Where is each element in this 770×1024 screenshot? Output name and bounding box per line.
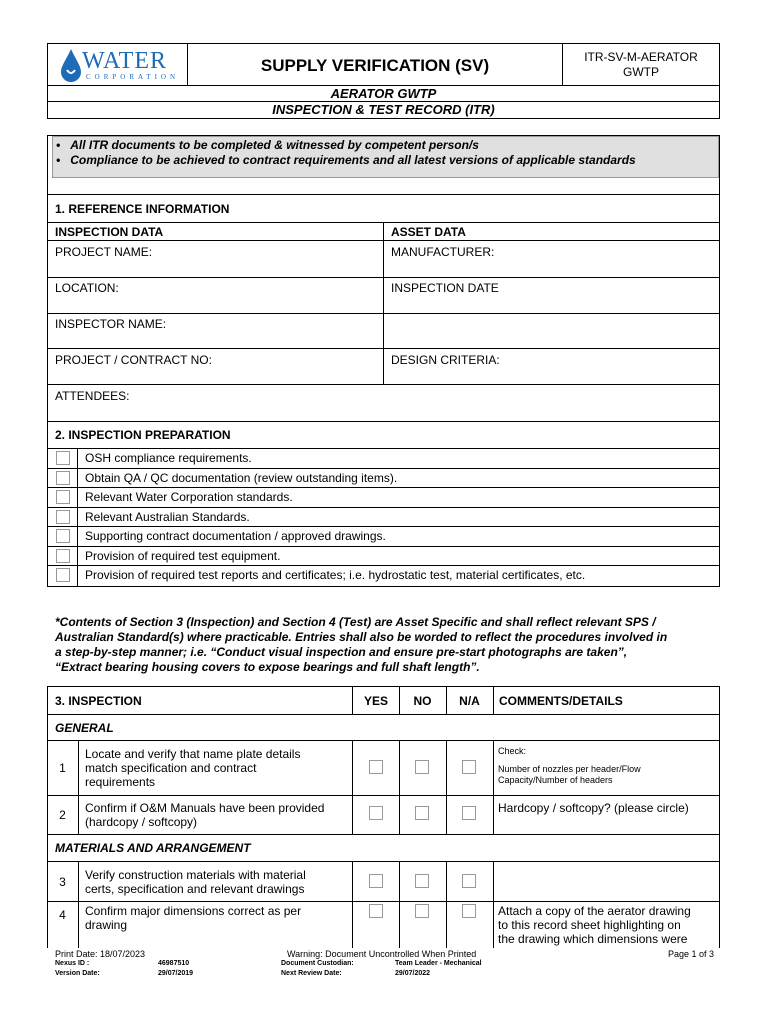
col-comments-header: COMMENTS/DETAILS xyxy=(499,694,623,708)
divider xyxy=(47,861,720,862)
row-comment-line: Attach a copy of the aerator drawing xyxy=(498,904,691,918)
note-item: • All ITR documents to be completed & witnessed by competent person/s xyxy=(56,138,479,152)
yes-checkbox[interactable] xyxy=(369,904,383,918)
row-comment-line: the drawing which dimensions were xyxy=(498,932,688,946)
prep-item-label: Relevant Water Corporation standards. xyxy=(85,490,293,504)
prep-checkbox[interactable] xyxy=(56,510,70,524)
column-divider xyxy=(493,686,494,714)
row-desc-line: Confirm major dimensions correct as per xyxy=(85,904,302,918)
contents-note-line1: *Contents of Section 3 (Inspection) and Section 4 (Test) are Asset Specific and shall reflect relevant SPS / xyxy=(55,615,656,629)
row-number: 2 xyxy=(59,808,66,822)
preparation-heading: 2. INSPECTION PREPARATION xyxy=(55,428,231,442)
divider xyxy=(47,468,720,469)
column-divider xyxy=(446,861,447,948)
inspector-name-label: INSPECTOR NAME: xyxy=(55,317,167,331)
row-desc-line: Locate and verify that name plate details xyxy=(85,747,301,761)
no-checkbox[interactable] xyxy=(415,760,429,774)
row-comment-line: Hardcopy / softcopy? (please circle) xyxy=(498,801,689,815)
nexus-value: 46987510 xyxy=(158,960,190,967)
materials-subheading: MATERIALS AND ARRANGEMENT xyxy=(55,841,251,855)
na-checkbox[interactable] xyxy=(462,874,476,888)
column-divider xyxy=(446,686,447,714)
contents-note-line2: Australian Standard(s) where practicable. Entries shall also be worded to reflect the procedures involved in xyxy=(55,630,668,644)
prep-checkbox[interactable] xyxy=(56,529,70,543)
prep-checkbox[interactable] xyxy=(56,471,70,485)
divider xyxy=(47,448,720,449)
col-na-header: N/A xyxy=(459,694,480,708)
divider xyxy=(47,487,720,488)
column-divider xyxy=(352,740,353,834)
general-subheading: GENERAL xyxy=(55,721,114,735)
yes-checkbox[interactable] xyxy=(369,760,383,774)
yes-checkbox[interactable] xyxy=(369,806,383,820)
row-desc-line: Verify construction materials with material xyxy=(85,868,306,882)
version-label: Version Date: xyxy=(55,970,100,977)
review-value: 29/07/2022 xyxy=(395,970,431,977)
prep-item-label: Provision of required test reports and certificates; i.e. hydrostatic test, material certificates, etc. xyxy=(85,568,586,582)
page-title: SUPPLY VERIFICATION (SV) xyxy=(260,56,490,75)
reference-heading: 1. REFERENCE INFORMATION xyxy=(55,202,230,216)
no-checkbox[interactable] xyxy=(415,806,429,820)
water-drop-icon xyxy=(60,48,82,87)
row-comment-line: Capacity/Number of headers xyxy=(498,775,613,785)
attendees-label: ATTENDEES: xyxy=(55,389,130,403)
prep-item-label: Supporting contract documentation / approved drawings. xyxy=(85,529,386,543)
row-number: 1 xyxy=(59,761,66,775)
divider xyxy=(47,795,720,796)
prep-item-label: OSH compliance requirements. xyxy=(85,451,252,465)
no-checkbox[interactable] xyxy=(415,904,429,918)
column-divider xyxy=(399,686,400,714)
column-divider xyxy=(383,222,384,384)
doc-code-line1: ITR-SV-M-AERATOR xyxy=(584,50,698,64)
column-divider xyxy=(399,861,400,948)
row-desc-line: certs, specification and relevant drawings xyxy=(85,882,305,896)
na-checkbox[interactable] xyxy=(462,760,476,774)
divider xyxy=(47,565,720,566)
prep-checkbox[interactable] xyxy=(56,568,70,582)
col-yes-header: YES xyxy=(363,694,388,708)
custodian-label: Document Custodian: xyxy=(281,960,354,967)
column-divider xyxy=(78,740,79,834)
row-number: 4 xyxy=(59,908,66,922)
divider xyxy=(47,714,720,715)
row-number: 3 xyxy=(59,875,66,889)
uncontrolled-warning: Warning: Document Uncontrolled When Printed xyxy=(287,949,477,959)
asset-data-heading: ASSET DATA xyxy=(391,225,466,239)
logo-sub: CORPORATION xyxy=(86,73,180,81)
divider xyxy=(47,526,720,527)
divider xyxy=(47,834,720,835)
prep-item-label: Relevant Australian Standards. xyxy=(85,510,250,524)
contents-note-line3: a step-by-step manner; i.e. “Conduct visual inspection and ensure pre-start photographs are taken”, xyxy=(55,645,628,659)
prep-checkbox[interactable] xyxy=(56,549,70,563)
column-divider xyxy=(78,861,79,948)
inspection-heading: 3. INSPECTION xyxy=(55,694,142,708)
prep-item-label: Provision of required test equipment. xyxy=(85,549,281,563)
logo-word: WATER xyxy=(82,48,167,74)
prep-checkbox[interactable] xyxy=(56,451,70,465)
review-label: Next Review Date: xyxy=(281,970,342,977)
prep-item-label: Obtain QA / QC documentation (review outstanding items). xyxy=(85,471,398,485)
column-divider xyxy=(352,861,353,948)
divider xyxy=(47,384,720,385)
row-desc-line: requirements xyxy=(85,775,156,789)
row-desc-line: match specification and contract xyxy=(85,761,257,775)
inspection-date-label: INSPECTION DATE xyxy=(391,281,499,295)
subtitle2: INSPECTION & TEST RECORD (ITR) xyxy=(272,102,495,117)
row-comment-line: to this record sheet highlighting on xyxy=(498,918,681,932)
na-checkbox[interactable] xyxy=(462,806,476,820)
doc-code-line2: GWTP xyxy=(623,65,659,79)
note-item: • Compliance to be achieved to contract requirements and all latest versions of applicable standards xyxy=(56,153,636,167)
page-number: Page 1 of 3 xyxy=(667,949,714,959)
prep-checkbox[interactable] xyxy=(56,490,70,504)
col-no-header: NO xyxy=(413,694,432,708)
print-date: Print Date: 18/07/2023 xyxy=(55,949,146,959)
design-criteria-label: DESIGN CRITERIA: xyxy=(391,353,500,367)
no-checkbox[interactable] xyxy=(415,874,429,888)
custodian-value: Team Leader - Mechanical xyxy=(395,960,482,967)
column-divider xyxy=(399,740,400,834)
column-divider xyxy=(446,740,447,834)
row-desc-line: drawing xyxy=(85,918,128,932)
inspection-data-heading: INSPECTION DATA xyxy=(55,225,164,239)
divider xyxy=(47,546,720,547)
column-divider xyxy=(352,686,353,714)
divider xyxy=(47,507,720,508)
row-desc-line: Confirm if O&M Manuals have been provided xyxy=(85,801,325,815)
project-name-label: PROJECT NAME: xyxy=(55,245,153,259)
version-value: 29/07/2019 xyxy=(158,970,194,977)
location-label: LOCATION: xyxy=(55,281,119,295)
contents-note-line4: “Extract bearing housing covers to expose bearings and full shaft length”. xyxy=(55,660,480,674)
yes-checkbox[interactable] xyxy=(369,874,383,888)
row-comment-line: Check: xyxy=(498,746,527,756)
manufacturer-label: MANUFACTURER: xyxy=(391,245,495,259)
divider xyxy=(47,901,720,902)
column-divider xyxy=(493,861,494,948)
na-checkbox[interactable] xyxy=(462,904,476,918)
project-contract-label: PROJECT / CONTRACT NO: xyxy=(55,353,212,367)
nexus-label: Nexus ID : xyxy=(55,960,90,967)
column-divider xyxy=(493,740,494,834)
subtitle1: AERATOR GWTP xyxy=(330,86,437,101)
row-comment-line: Number of nozzles per header/Flow xyxy=(498,764,641,774)
row-desc-line: (hardcopy / softcopy) xyxy=(85,815,198,829)
divider xyxy=(47,740,720,741)
